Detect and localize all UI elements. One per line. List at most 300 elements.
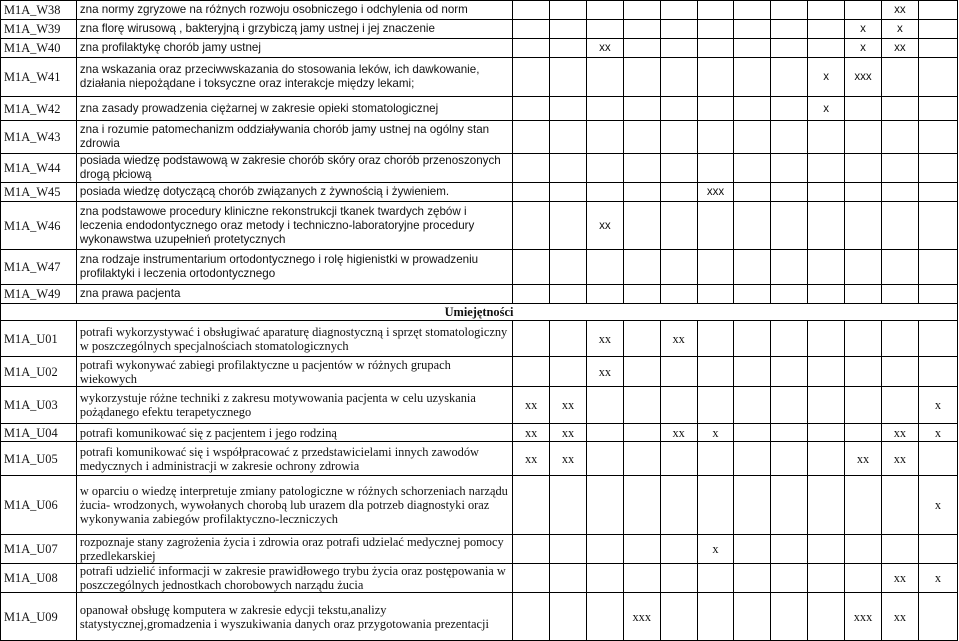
mark-cell [697, 20, 734, 39]
mark-cell [808, 285, 845, 304]
mark-cell [586, 442, 623, 476]
mark-cell [771, 535, 808, 564]
outcome-code: M1A_U05 [1, 442, 77, 476]
mark-cell [808, 564, 845, 593]
mark-cell [845, 321, 882, 357]
mark-cell [513, 154, 550, 183]
mark-cell [697, 39, 734, 58]
mark-cell: xx [513, 442, 550, 476]
mark-cell [845, 357, 882, 387]
mark-cell [623, 58, 660, 97]
mark-cell [734, 424, 771, 442]
mark-cell [623, 535, 660, 564]
mark-cell: xx [660, 321, 697, 357]
mark-cell [734, 387, 771, 424]
mark-cell [660, 1, 697, 20]
mark-cell: xx [513, 387, 550, 424]
mark-cell [697, 476, 734, 535]
mark-cell [845, 1, 882, 20]
mark-cell: x [697, 424, 734, 442]
mark-cell [623, 39, 660, 58]
mark-cell [513, 1, 550, 20]
mark-cell [918, 20, 957, 39]
mark-cell [918, 58, 957, 97]
mark-cell [586, 20, 623, 39]
outcome-description: zna wskazania oraz przeciwwskazania do stosowania leków, ich dawkowanie, działania niepożądane i toksyczne oraz interakcje między lekami; [76, 58, 512, 97]
mark-cell: xxx [845, 58, 882, 97]
mark-cell [771, 387, 808, 424]
mark-cell [623, 387, 660, 424]
mark-cell: x [697, 535, 734, 564]
mark-cell [550, 564, 587, 593]
mark-cell [660, 387, 697, 424]
mark-cell [513, 58, 550, 97]
mark-cell [550, 357, 587, 387]
outcome-code: M1A_W43 [1, 121, 77, 154]
mark-cell [660, 442, 697, 476]
mark-cell [586, 564, 623, 593]
mark-cell: x [918, 476, 957, 535]
mark-cell [586, 285, 623, 304]
mark-cell [623, 321, 660, 357]
mark-cell [734, 357, 771, 387]
mark-cell [513, 97, 550, 121]
mark-cell [660, 476, 697, 535]
mark-cell [586, 121, 623, 154]
mark-cell: xx [881, 593, 918, 641]
mark-cell [808, 183, 845, 202]
mark-cell: xx [881, 1, 918, 20]
mark-cell [660, 121, 697, 154]
skill-row [1, 535, 958, 564]
mark-cell [550, 39, 587, 58]
mark-cell [586, 250, 623, 285]
mark-cell [660, 202, 697, 250]
mark-cell: xx [513, 424, 550, 442]
outcome-code: M1A_W42 [1, 97, 77, 121]
mark-cell [771, 285, 808, 304]
mark-cell [771, 250, 808, 285]
mark-cell [623, 202, 660, 250]
outcome-description: potrafi wykorzystywać i obsługiwać aparaturę diagnostyczną i sprzęt stomatologiczny w poszczególnych specjalnościach stomatologicznych [76, 321, 512, 357]
mark-cell [660, 20, 697, 39]
section-title-skills: Umiejętności [1, 304, 958, 321]
mark-cell [550, 58, 587, 97]
mark-cell [697, 154, 734, 183]
mark-cell [586, 593, 623, 641]
mark-cell [623, 20, 660, 39]
mark-cell [660, 357, 697, 387]
mark-cell [550, 202, 587, 250]
mark-cell [918, 357, 957, 387]
outcome-code: M1A_U03 [1, 387, 77, 424]
mark-cell [845, 285, 882, 304]
knowledge-row [1, 97, 958, 121]
outcome-description: wykorzystuje różne techniki z zakresu motywowania pacjenta w celu uzyskania pożądanego efektu terapetycznego [76, 387, 512, 424]
outcome-code: M1A_W40 [1, 39, 77, 58]
outcome-code: M1A_U07 [1, 535, 77, 564]
outcome-description: potrafi komunikować się i współpracować z przedstawicielami innych zawodów medycznych i administracji w zakresie ochrony zdrowia [76, 442, 512, 476]
mark-cell [918, 121, 957, 154]
mark-cell [808, 424, 845, 442]
mark-cell [550, 97, 587, 121]
skill-row [1, 564, 958, 593]
outcome-code: M1A_U09 [1, 593, 77, 641]
mark-cell [660, 39, 697, 58]
skill-row [1, 476, 958, 535]
mark-cell [734, 250, 771, 285]
outcome-code: M1A_W47 [1, 250, 77, 285]
mark-cell [660, 535, 697, 564]
mark-cell [623, 285, 660, 304]
mark-cell: x [881, 20, 918, 39]
mark-cell [808, 357, 845, 387]
mark-cell: xx [881, 424, 918, 442]
mark-cell [845, 97, 882, 121]
mark-cell [697, 442, 734, 476]
mark-cell [771, 121, 808, 154]
outcome-description: rozpoznaje stany zagrożenia życia i zdrowia oraz potrafi udzielać medycznej pomocy przedlekarskiej [76, 535, 512, 564]
mark-cell [771, 154, 808, 183]
mark-cell [771, 476, 808, 535]
skills-header [1, 304, 958, 321]
mark-cell [513, 593, 550, 641]
knowledge-row [1, 154, 958, 183]
mark-cell: xx [660, 424, 697, 442]
mark-cell [697, 1, 734, 20]
knowledge-row [1, 58, 958, 97]
mark-cell [550, 20, 587, 39]
mark-cell [697, 250, 734, 285]
mark-cell [513, 250, 550, 285]
mark-cell [623, 1, 660, 20]
mark-cell: x [808, 97, 845, 121]
mark-cell [771, 39, 808, 58]
mark-cell: xxx [845, 593, 882, 641]
outcome-description: zna prawa pacjenta [76, 285, 512, 304]
knowledge-row [1, 1, 958, 20]
mark-cell [660, 285, 697, 304]
outcome-code: M1A_W46 [1, 202, 77, 250]
mark-cell [623, 250, 660, 285]
outcome-description: zna normy zgryzowe na różnych rozwoju osobniczego i odchylenia od norm [76, 1, 512, 20]
skill-row [1, 321, 958, 357]
mark-cell [660, 250, 697, 285]
mark-cell [771, 202, 808, 250]
mark-cell [697, 593, 734, 641]
mark-cell [918, 535, 957, 564]
outcome-description: potrafi wykonywać zabiegi profilaktyczne u pacjentów w różnych grupach wiekowych [76, 357, 512, 387]
mark-cell: xx [586, 202, 623, 250]
mark-cell [771, 424, 808, 442]
mark-cell [881, 97, 918, 121]
mark-cell [623, 97, 660, 121]
mark-cell: xx [586, 321, 623, 357]
outcome-code: M1A_U08 [1, 564, 77, 593]
mark-cell [550, 154, 587, 183]
mark-cell [697, 357, 734, 387]
knowledge-row [1, 183, 958, 202]
mark-cell [623, 564, 660, 593]
knowledge-row [1, 285, 958, 304]
outcome-description: zna zasady prowadzenia ciężarnej w zakresie opieki stomatologicznej [76, 97, 512, 121]
mark-cell [550, 183, 587, 202]
mark-cell [623, 121, 660, 154]
mark-cell [550, 593, 587, 641]
mark-cell [918, 321, 957, 357]
mark-cell [586, 387, 623, 424]
outcome-code: M1A_U01 [1, 321, 77, 357]
mark-cell [660, 183, 697, 202]
mark-cell [881, 154, 918, 183]
mark-cell [808, 202, 845, 250]
mark-cell [586, 424, 623, 442]
mark-cell [881, 357, 918, 387]
mark-cell [734, 476, 771, 535]
mark-cell [697, 58, 734, 97]
mark-cell: xx [881, 442, 918, 476]
outcome-code: M1A_W49 [1, 285, 77, 304]
mark-cell [550, 476, 587, 535]
mark-cell [845, 154, 882, 183]
mark-cell: x [918, 564, 957, 593]
mark-cell [513, 39, 550, 58]
mark-cell [918, 250, 957, 285]
mark-cell: x [845, 20, 882, 39]
mark-cell [845, 535, 882, 564]
mark-cell [697, 387, 734, 424]
mark-cell [881, 535, 918, 564]
mark-cell [697, 321, 734, 357]
knowledge-row [1, 39, 958, 58]
outcome-code: M1A_W39 [1, 20, 77, 39]
mark-cell [623, 424, 660, 442]
mark-cell [808, 387, 845, 424]
mark-cell [513, 183, 550, 202]
mark-cell [771, 58, 808, 97]
outcome-description: zna rodzaje instrumentarium ortodontycznego i rolę higienistki w prowadzeniu profilaktyki i leczenia ortodontycznego [76, 250, 512, 285]
mark-cell [623, 357, 660, 387]
mark-cell [881, 183, 918, 202]
mark-cell: x [845, 39, 882, 58]
mark-cell [586, 58, 623, 97]
mark-cell: xx [881, 39, 918, 58]
mark-cell [734, 535, 771, 564]
mark-cell [513, 476, 550, 535]
mark-cell [808, 535, 845, 564]
mark-cell [550, 121, 587, 154]
mark-cell [918, 593, 957, 641]
mark-cell [697, 97, 734, 121]
skill-row [1, 357, 958, 387]
mark-cell: xx [550, 387, 587, 424]
mark-cell [771, 593, 808, 641]
knowledge-rows [1, 1, 958, 304]
mark-cell [808, 442, 845, 476]
mark-cell [918, 285, 957, 304]
mark-cell [845, 202, 882, 250]
mark-cell [734, 593, 771, 641]
outcome-description: potrafi udzielić informacji w zakresie prawidłowego trybu życia oraz postępowania w poszczególnych jednostkach chorobowych narządu żucia [76, 564, 512, 593]
mark-cell [881, 321, 918, 357]
mark-cell [918, 154, 957, 183]
outcome-description: posiada wiedzę dotyczącą chorób związanych z żywnością i żywieniem. [76, 183, 512, 202]
mark-cell: xx [586, 39, 623, 58]
mark-cell [808, 250, 845, 285]
mark-cell [660, 154, 697, 183]
mark-cell [845, 121, 882, 154]
mark-cell [771, 357, 808, 387]
outcome-description: w oparciu o wiedzę interpretuje zmiany patologiczne w różnych schorzeniach narządu żucia- wrodzonych, wywołanych chorobą lub urazem dla potrzeb diagnostyki oraz wykonywania zabiegów profilaktyczno-leczniczych [76, 476, 512, 535]
mark-cell [845, 183, 882, 202]
mark-cell: xxx [697, 183, 734, 202]
knowledge-row [1, 121, 958, 154]
mark-cell [918, 97, 957, 121]
mark-cell [881, 250, 918, 285]
mark-cell [513, 20, 550, 39]
outcome-description: zna podstawowe procedury kliniczne rekonstrukcji tkanek twardych zębów i leczenia endodontycznego oraz metody i techniczno-laboratoryjne procedury wykonawstwa uzupełnień protetycznych [76, 202, 512, 250]
mark-cell [734, 97, 771, 121]
mark-cell [513, 357, 550, 387]
mark-cell [623, 476, 660, 535]
mark-cell [808, 154, 845, 183]
skill-row [1, 424, 958, 442]
mark-cell [623, 442, 660, 476]
mark-cell [734, 183, 771, 202]
mark-cell: xx [550, 424, 587, 442]
skill-row [1, 593, 958, 641]
mark-cell [881, 121, 918, 154]
mark-cell [881, 285, 918, 304]
mark-cell [845, 250, 882, 285]
mark-cell [697, 564, 734, 593]
knowledge-row [1, 20, 958, 39]
outcome-description: zna florę wirusową , bakteryjną i grzybiczą jamy ustnej i jej znaczenie [76, 20, 512, 39]
mark-cell [513, 535, 550, 564]
mark-cell [513, 564, 550, 593]
outcome-description: potrafi komunikować się z pacjentem i jego rodziną [76, 424, 512, 442]
mark-cell [550, 535, 587, 564]
mark-cell [734, 564, 771, 593]
mark-cell [623, 183, 660, 202]
mark-cell [586, 97, 623, 121]
outcome-description: opanował obsługę komputera w zakresie edycji tekstu,analizy statystycznej,gromadzenia i wyszukiwania danych oraz przygotowania prezentacji [76, 593, 512, 641]
outcome-code: M1A_W44 [1, 154, 77, 183]
mark-cell [808, 476, 845, 535]
mark-cell [697, 285, 734, 304]
mark-cell [586, 154, 623, 183]
mark-cell [697, 121, 734, 154]
mark-cell [513, 321, 550, 357]
mark-cell [513, 285, 550, 304]
mark-cell [586, 1, 623, 20]
mark-cell [771, 564, 808, 593]
mark-cell [550, 321, 587, 357]
mark-cell: xx [881, 564, 918, 593]
mark-cell [697, 202, 734, 250]
mark-cell [734, 1, 771, 20]
outcome-code: M1A_W38 [1, 1, 77, 20]
mark-cell [771, 1, 808, 20]
mark-cell [918, 202, 957, 250]
mark-cell: x [918, 424, 957, 442]
mark-cell: x [918, 387, 957, 424]
skill-row [1, 387, 958, 424]
mark-cell [808, 121, 845, 154]
mark-cell [918, 183, 957, 202]
mark-cell [734, 442, 771, 476]
mark-cell [734, 202, 771, 250]
mark-cell [550, 1, 587, 20]
mark-cell: x [808, 58, 845, 97]
mark-cell [808, 593, 845, 641]
skill-rows [1, 321, 958, 641]
mark-cell [734, 58, 771, 97]
mark-cell [918, 1, 957, 20]
mark-cell [771, 321, 808, 357]
mark-cell [660, 564, 697, 593]
mark-cell [623, 154, 660, 183]
mark-cell [550, 285, 587, 304]
mark-cell [918, 39, 957, 58]
mark-cell [808, 39, 845, 58]
mark-cell [734, 154, 771, 183]
mark-cell [808, 20, 845, 39]
mark-cell [586, 476, 623, 535]
outcome-code: M1A_W45 [1, 183, 77, 202]
mark-cell [771, 20, 808, 39]
mark-cell [586, 535, 623, 564]
outcome-description: zna profilaktykę chorób jamy ustnej [76, 39, 512, 58]
mark-cell [660, 593, 697, 641]
mark-cell [881, 387, 918, 424]
mark-cell: xx [550, 442, 587, 476]
outcome-description: zna i rozumie patomechanizm oddziaływania chorób jamy ustnej na ogólny stan zdrowia [76, 121, 512, 154]
mark-cell [845, 424, 882, 442]
mark-cell [808, 1, 845, 20]
mark-cell [881, 476, 918, 535]
outcome-code: M1A_U04 [1, 424, 77, 442]
mark-cell [734, 321, 771, 357]
mark-cell [845, 564, 882, 593]
mark-cell [734, 39, 771, 58]
mark-cell [808, 321, 845, 357]
outcome-code: M1A_U06 [1, 476, 77, 535]
mark-cell [586, 183, 623, 202]
mark-cell [881, 58, 918, 97]
skill-row [1, 442, 958, 476]
mark-cell [771, 183, 808, 202]
mark-cell [845, 476, 882, 535]
outcome-code: M1A_W41 [1, 58, 77, 97]
knowledge-row [1, 202, 958, 250]
knowledge-row [1, 250, 958, 285]
mark-cell [845, 387, 882, 424]
mark-cell [771, 442, 808, 476]
mark-cell [771, 97, 808, 121]
mark-cell [881, 202, 918, 250]
mark-cell [513, 202, 550, 250]
outcome-description: posiada wiedzę podstawową w zakresie chorób skóry oraz chorób przenoszonych drogą płciową [76, 154, 512, 183]
mark-cell [734, 121, 771, 154]
mark-cell [660, 58, 697, 97]
mark-cell: xxx [623, 593, 660, 641]
mark-cell [734, 285, 771, 304]
mark-cell [513, 121, 550, 154]
mark-cell [660, 97, 697, 121]
mark-cell: xx [845, 442, 882, 476]
mark-cell [734, 20, 771, 39]
